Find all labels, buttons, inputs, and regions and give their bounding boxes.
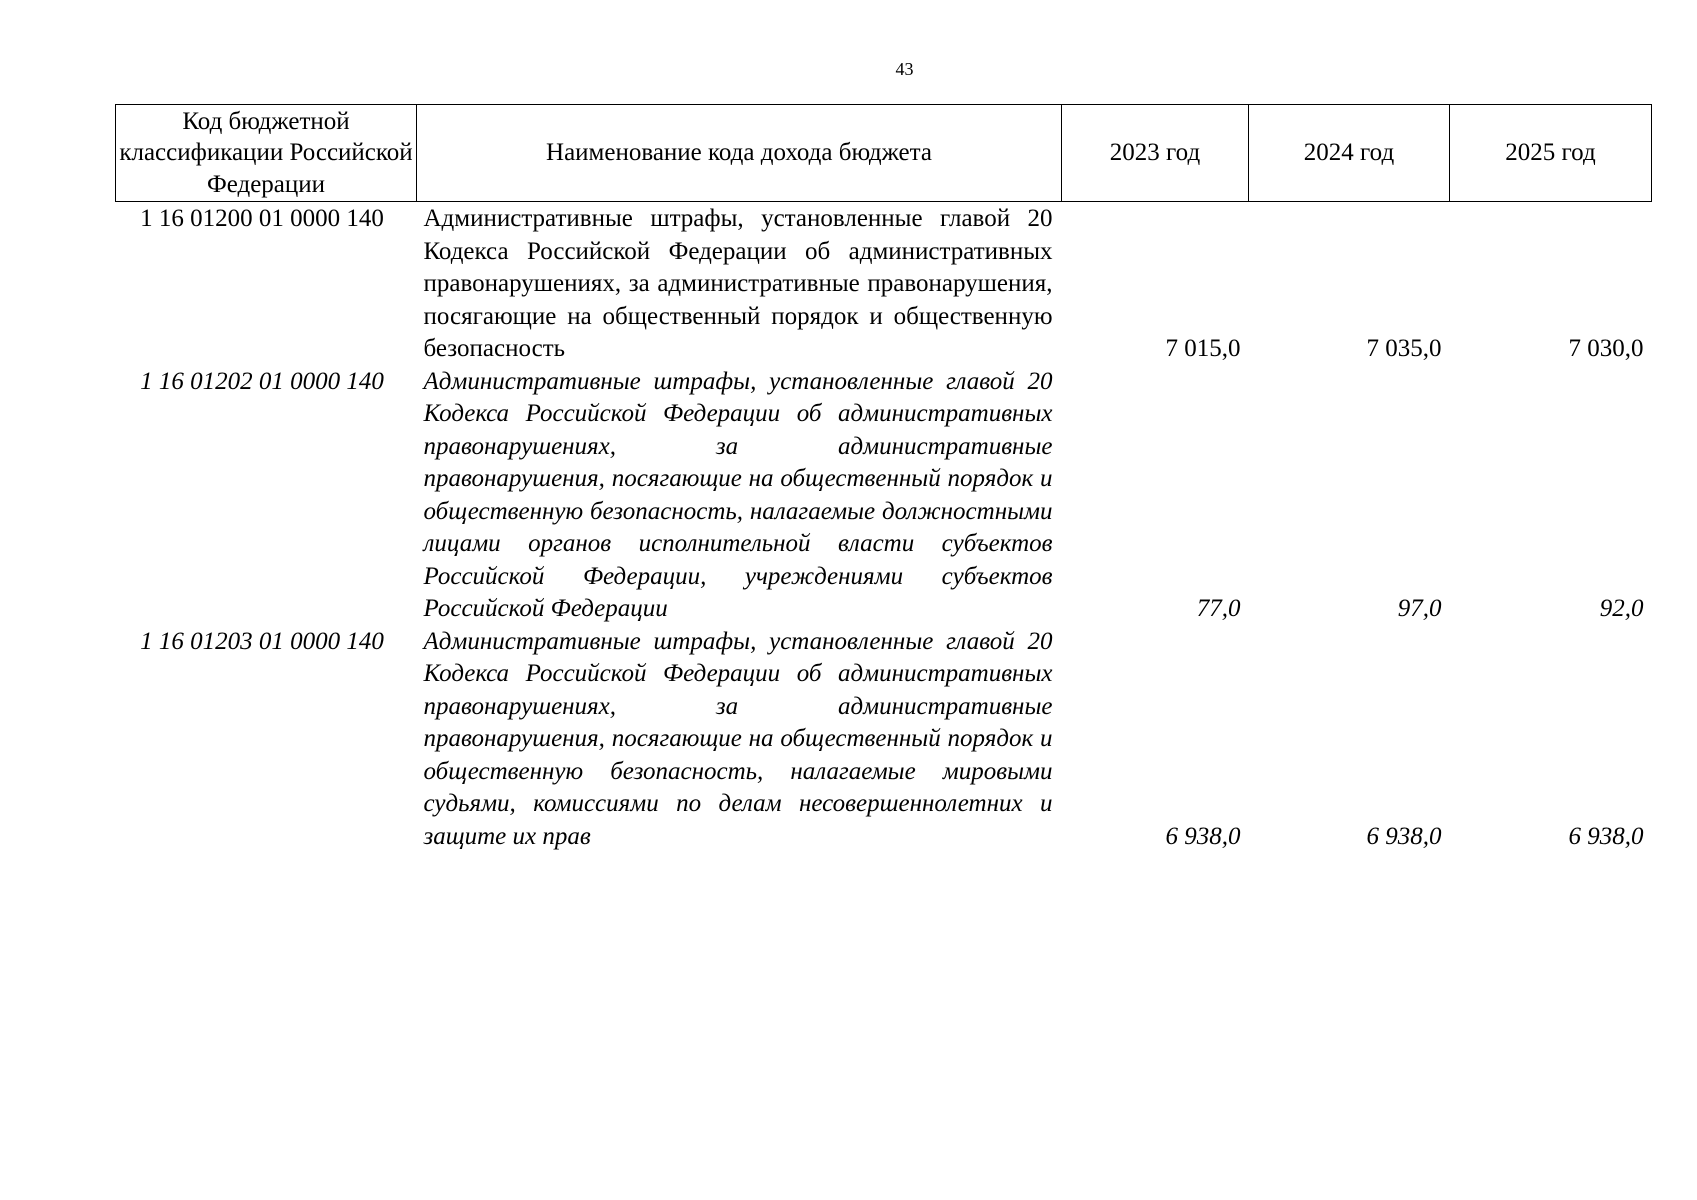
revenue-table xyxy=(115,104,1652,853)
row-value-2023: 6 938,0 xyxy=(1165,822,1241,850)
table-header xyxy=(116,105,1652,202)
table-row xyxy=(116,202,1652,366)
header-2025: 2025 год xyxy=(1450,105,1652,202)
row-value-2023: 77,0 xyxy=(1196,595,1241,622)
row-value-2024: 6 938,0 xyxy=(1366,822,1442,850)
row-code: 1 16 01203 01 0000 140 xyxy=(140,627,384,655)
row-value-2025: 7 030,0 xyxy=(1568,335,1644,362)
table-body xyxy=(116,202,1652,854)
row-name: Административные штрафы, установленные главой 20 Кодекса Российской Федерации об административных правонарушениях, за административные правонарушения, посягающие на общественный порядок и общественную безопасность xyxy=(423,205,1053,362)
row-value-2024: 7 035,0 xyxy=(1366,335,1442,362)
header-name: Наименование кода дохода бюджета xyxy=(417,105,1062,202)
page-number: 43 xyxy=(895,59,914,79)
row-code: 1 16 01200 01 0000 140 xyxy=(140,205,384,232)
header-2024: 2024 год xyxy=(1249,105,1450,202)
row-value-2023: 7 015,0 xyxy=(1165,335,1241,362)
header-2023: 2023 год xyxy=(1062,105,1249,202)
row-name: Административные штрафы, установленные главой 20 Кодекса Российской Федерации об административных правонарушениях, за административные правонарушения, посягающие на общественный порядок и общественную безопасность, налагаемые должностными лицами органов исполнительной власти субъектов Российской Федерации, учреждениями субъектов Российской Федерации xyxy=(423,367,1053,622)
header-row xyxy=(116,105,1652,202)
row-code: 1 16 01202 01 0000 140 xyxy=(140,367,384,395)
row-value-2025: 6 938,0 xyxy=(1568,822,1644,850)
row-value-2025: 92,0 xyxy=(1599,595,1644,622)
table-row xyxy=(116,366,1652,626)
row-name: Административные штрафы, установленные главой 20 Кодекса Российской Федерации об административных правонарушениях, за административные правонарушения, посягающие на общественный порядок и общественную безопасность, налагаемые мировыми судьями, комиссиями по делам несовершеннолетних и защите их прав xyxy=(423,627,1053,850)
row-value-2024: 97,0 xyxy=(1397,595,1442,622)
header-code: Код бюджетной классификации Российской Федерации xyxy=(116,105,417,202)
table-row xyxy=(116,626,1652,854)
